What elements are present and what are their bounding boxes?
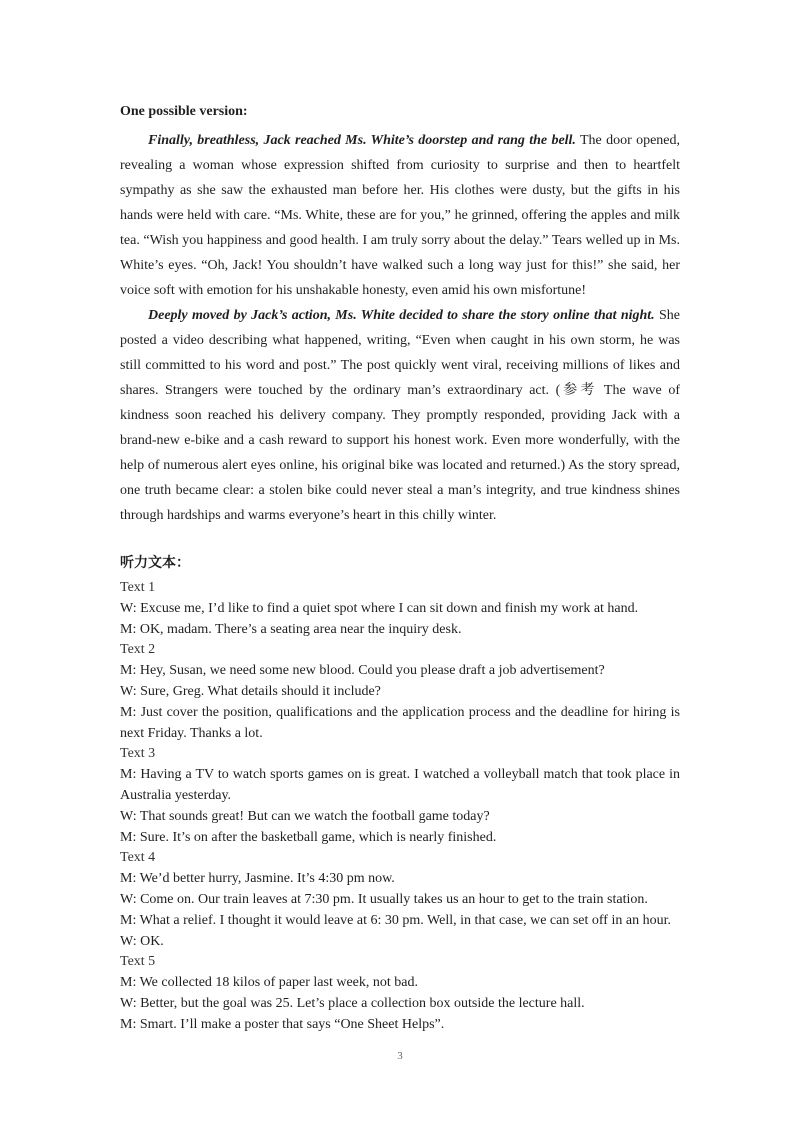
essay-paragraph-2-body: She posted a video describing what happened, writing, “Even when caught in his own storm, he was still committed to his word and post.” The post quickly went viral, receiving millions of likes and shares. Strangers were touched by the ordinary man’s extraordinary act. (参考 The wave of kindness soon reached his delivery company. They promptly responded, providing Jack with a brand-new e-bike and a cash reward to support his honest work. Even more wonderfully, with the help of numerous alert eyes online, his original bike was located and returned.) As the story spread, one truth became clear: a stolen bike could never steal a man’s integrity, and true kindness shines through hardships and warms everyone’s heart in this chilly winter. — [120, 308, 680, 523]
dialogue-line: M: Smart. I’ll make a poster that says “One Sheet Helps”. — [120, 1016, 445, 1032]
dialogue-line: W: Come on. Our train leaves at 7:30 pm. It usually takes us an hour to get to the train station. — [120, 891, 648, 907]
dialogue-line: W: That sounds great! But can we watch the football game today? — [120, 808, 490, 824]
text-3-label: Text 3 — [120, 746, 156, 762]
essay-paragraph-1 — [120, 128, 680, 303]
dialogue-line: W: Excuse me, I’d like to find a quiet spot where I can sit down and finish my work at hand. — [120, 600, 639, 616]
essay-paragraph-2-lead: Deeply moved by Jack’s action, Ms. White decided to share the story online that night. — [148, 308, 655, 323]
dialogue-line: M: Having a TV to watch sports games on is great. I watched a volleyball match that took place in Australia yesterday. — [120, 767, 680, 803]
page-number: 3 — [397, 1050, 403, 1062]
dialogue-line: M: Hey, Susan, we need some new blood. Could you please draft a job advertisement? — [120, 663, 605, 679]
dialogue-line: M: What a relief. I thought it would leave at 6: 30 pm. Well, in that case, we can set off in an hour. — [120, 912, 671, 928]
listening-title: 听力文本： — [120, 555, 190, 571]
dialogue-line: M: We’d better hurry, Jasmine. It’s 4:30 pm now. — [120, 871, 395, 887]
essay-section — [120, 100, 680, 528]
dialogue-line: M: Sure. It’s on after the basketball game, which is nearly finished. — [120, 829, 497, 845]
text-2-label: Text 2 — [120, 642, 156, 658]
essay-paragraph-1-body: The door opened, revealing a woman whose expression shifted from curiosity to surprise and then to heartfelt sympathy as she saw the exhausted man before her. His clothes were dusty, but the gifts in his hands were held with care. “Ms. White, these are for you,” he grinned, offering the apples and milk tea. “Wish you happiness and good health. I am truly sorry about the delay.” Tears welled up in Ms. White’s eyes. “Oh, Jack! You shouldn’t have walked such a long way just for this!” she said, her voice soft with emotion for his unshakable honesty, even amid his own misfortune! — [120, 133, 680, 298]
essay-paragraph-1-lead: Finally, breathless, Jack reached Ms. White’s doorstep and rang the bell. — [148, 133, 576, 148]
text-1-label: Text 1 — [120, 580, 156, 595]
dialogue-line: W: Sure, Greg. What details should it include? — [120, 683, 381, 699]
essay-heading: One possible version: — [120, 104, 248, 119]
essay-paragraph-2 — [120, 303, 680, 528]
listening-section — [120, 550, 680, 1036]
dialogue-line: W: Better, but the goal was 25. Let’s place a collection box outside the lecture hall. — [120, 995, 585, 1011]
text-5-label: Text 5 — [120, 954, 156, 970]
dialogue-line: W: OK. — [120, 933, 164, 949]
dialogue-line: M: Just cover the position, qualifications and the application process and the deadline for hiring is next Friday. Thanks a lot. — [120, 704, 680, 741]
text-4-label: Text 4 — [120, 850, 156, 866]
dialogue-line: M: OK, madam. There’s a seating area near the inquiry desk. — [120, 621, 462, 637]
dialogue-line: M: We collected 18 kilos of paper last week, not bad. — [120, 975, 418, 991]
